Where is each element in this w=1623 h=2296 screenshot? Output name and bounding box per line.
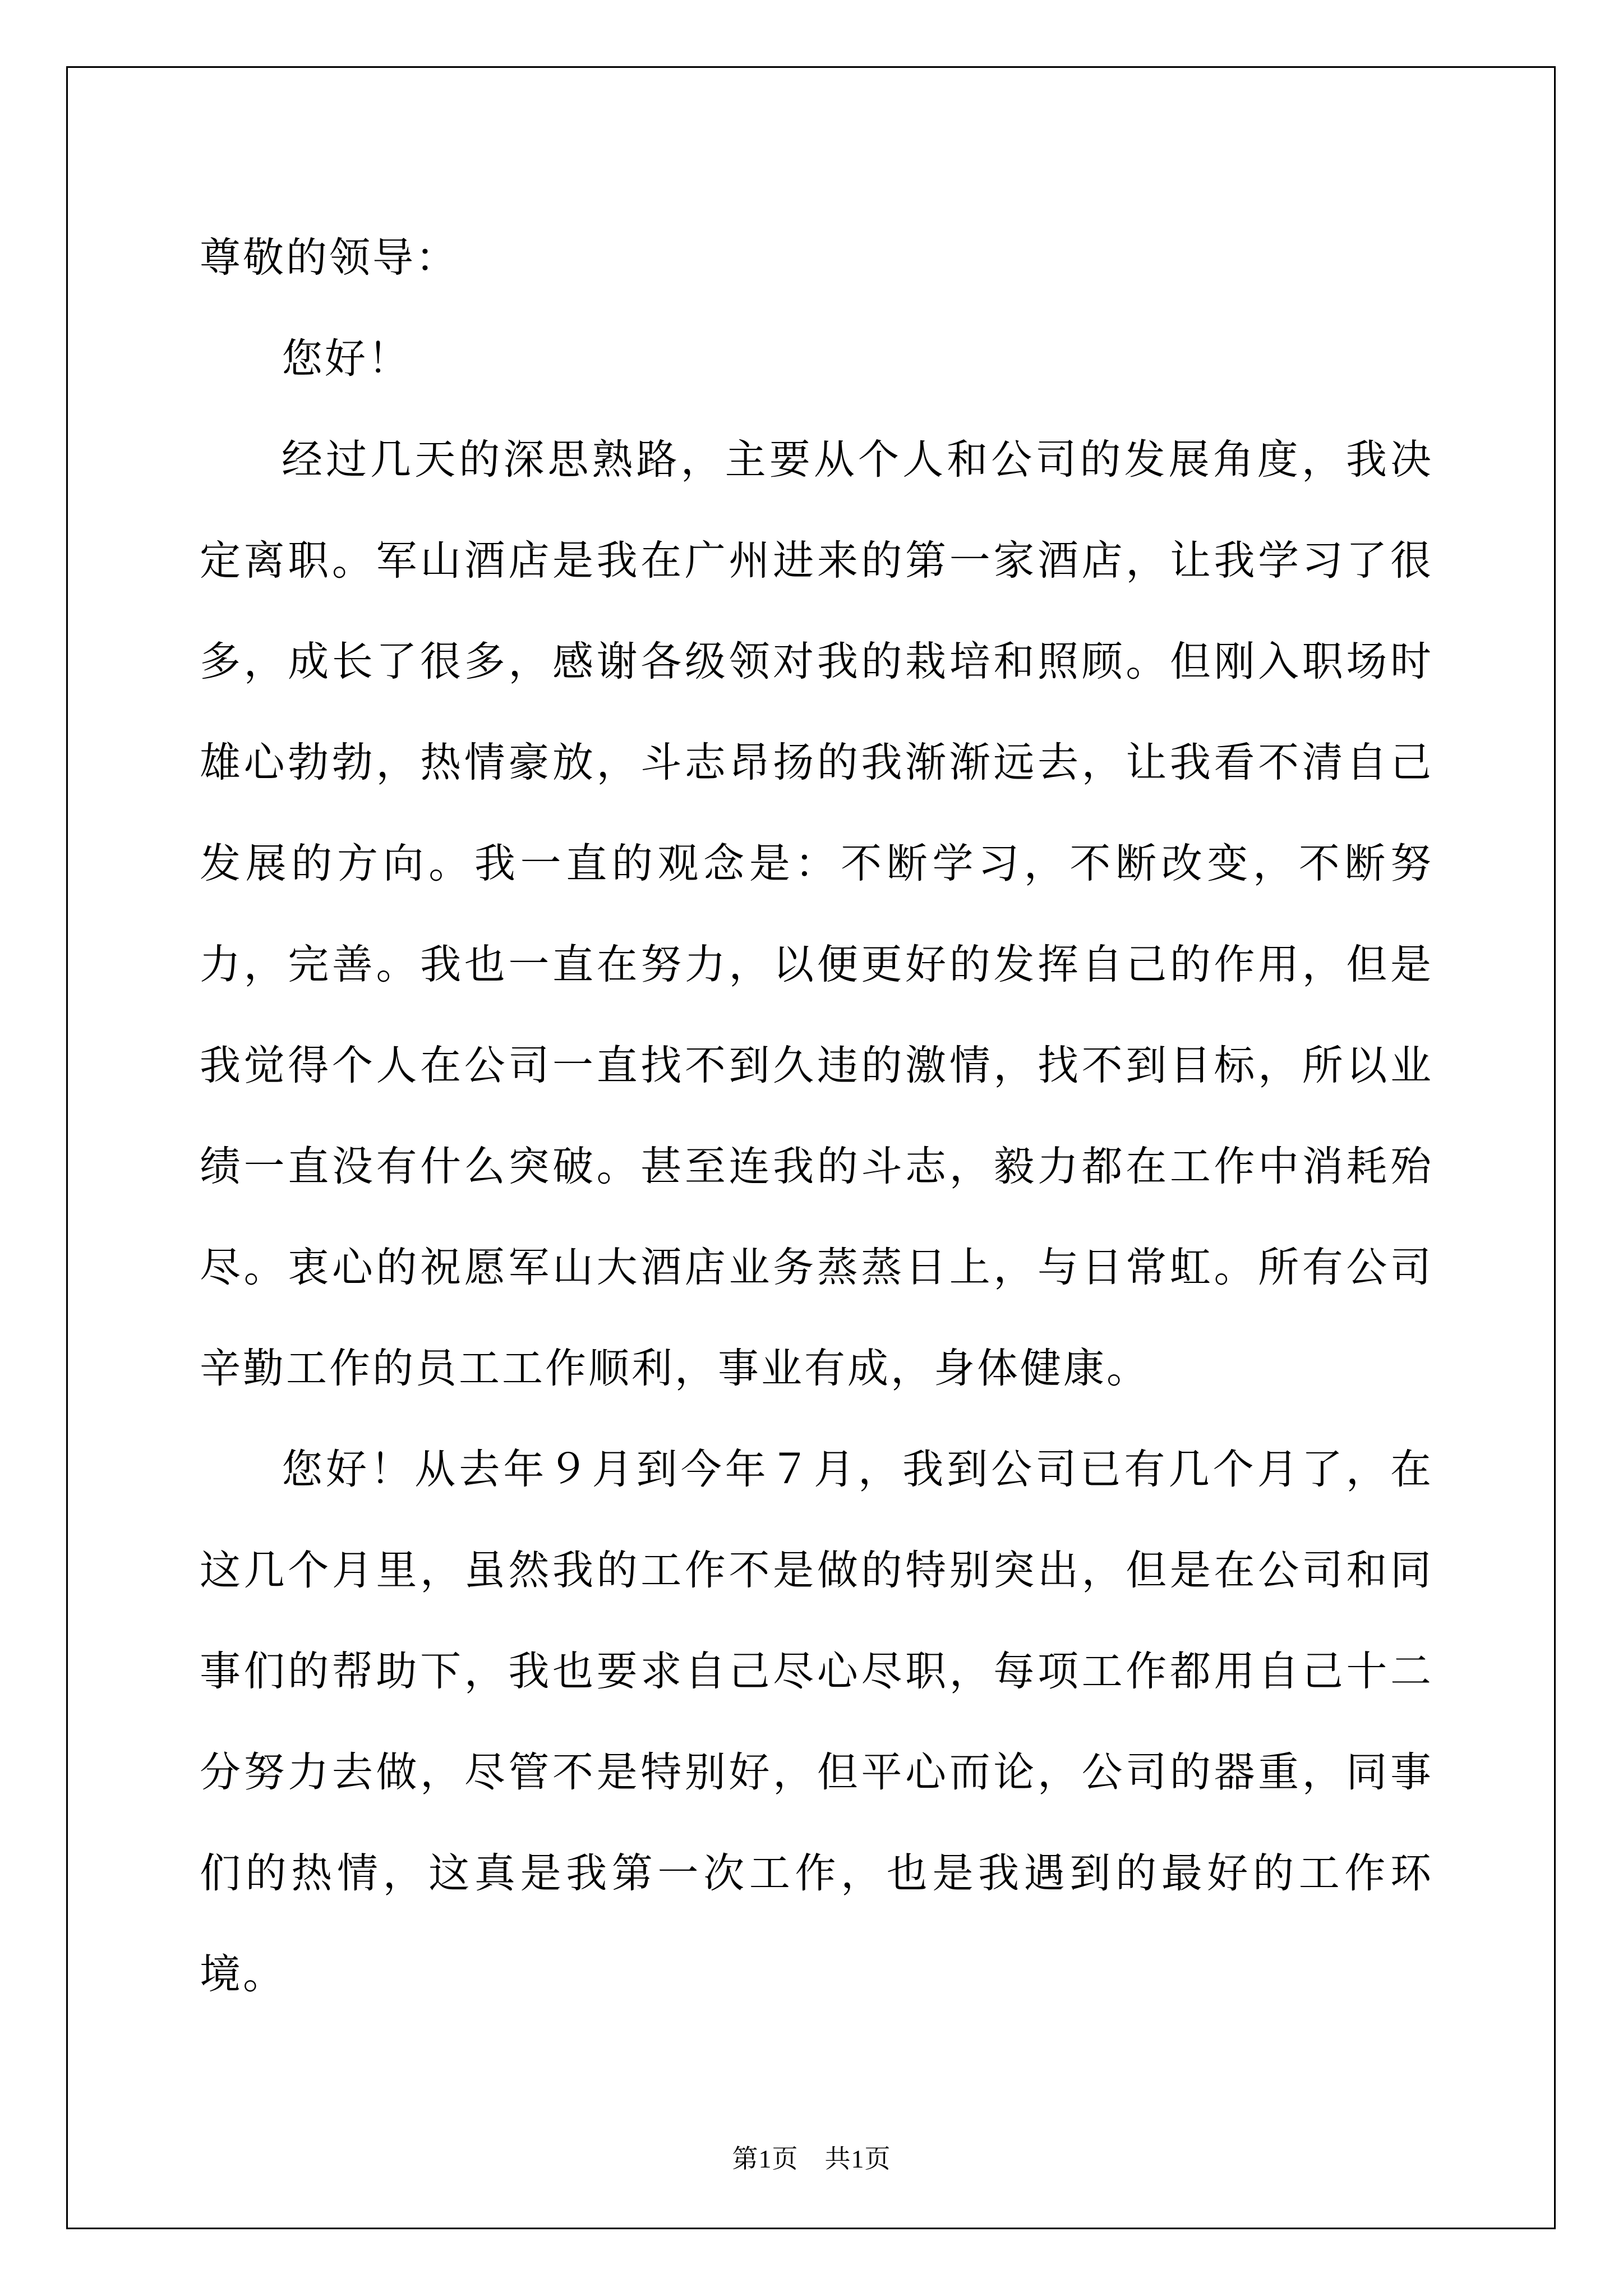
paragraph-work-experience: 您好！从去年９月到今年７月，我到公司已有几个月了，在这几个月里，虽然我的工作不是做的特别突出，但是在公司和同事们的帮助下，我也要求自己尽心尽职，每项工作都用自己十二分努力去做，尽管不是特别好，但平心而论，公司的器重，同事们的热情，这真是我第一次工作，也是我遇到的最好的工作环境。 (200, 1446, 1433, 1998)
paragraph-resignation: 经过几天的深思熟路，主要从个人和公司的发展角度，我决定离职。军山酒店是我在广州进来的第一家酒店，让我学习了很多，成长了很多，感谢各级领对我的栽培和照顾。但刚入职场时雄心勃勃，热情豪放，斗志昂扬的我渐渐远去，让我看不清自己发展的方向。我一直的观念是：不断学习，不断改变，不断努力，完善。我也一直在努力，以便更好的发挥自己的作用，但是我觉得个人在公司一直找不到久违的激情，找不到目标，所以业绩一直没有什么突破。甚至连我的斗志，毅力都在工作中消耗殆尽。衷心的祝愿军山大酒店业务蒸蒸日上，与日常虹。所有公司辛勤工作的员工工作顺利，事业有成，身体健康。 (200, 436, 1433, 1392)
salutation: 尊敬的领导： (200, 234, 459, 282)
letter-body (200, 208, 1433, 2025)
paragraph-greeting: 您好！ (282, 335, 411, 383)
page-footer: 第1页 共1页 (732, 2145, 891, 2173)
